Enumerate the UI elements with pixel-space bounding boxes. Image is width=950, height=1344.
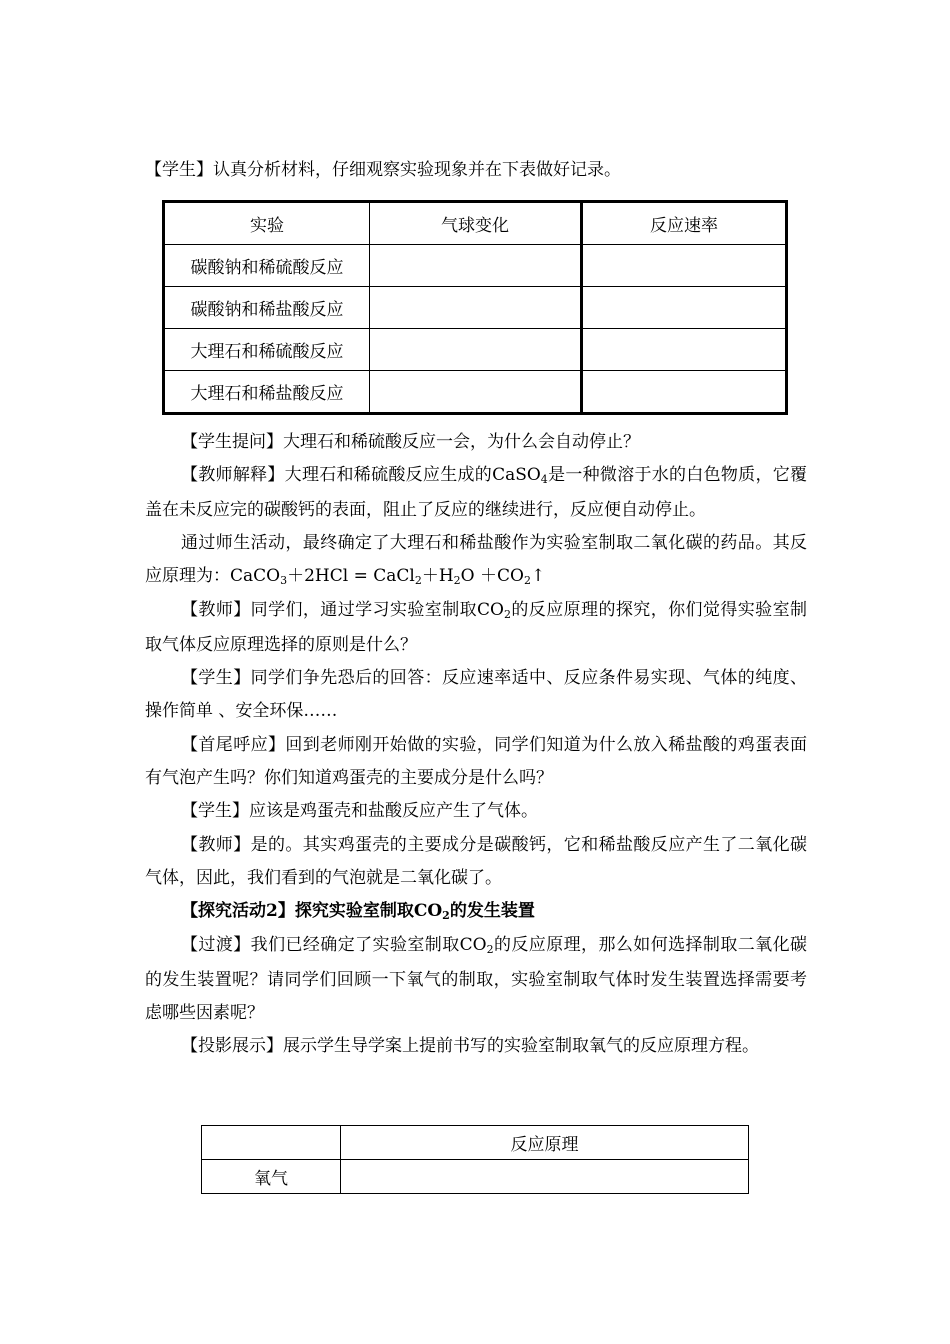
- subscript: 2: [453, 574, 461, 588]
- oxygen-principle-table: [201, 1125, 749, 1194]
- empty-cell: [582, 329, 787, 371]
- text-span: 【过渡】我们已经确定了实验室制取: [181, 935, 460, 956]
- row-label: 碳酸钠和稀盐酸反应: [164, 287, 370, 329]
- paragraph-teacher-confirm: 【教师】是的。其实鸡蛋壳的主要成分是碳酸钙，它和稀盐酸反应产生了二氧化碳气体，因此，我们看到的气泡就是二氧化碳了。: [145, 834, 807, 888]
- table-header-row: [202, 1126, 749, 1160]
- subscript: 3: [280, 574, 288, 588]
- header-reaction-rate: 反应速率: [582, 202, 787, 245]
- empty-cell: [341, 1160, 749, 1194]
- text-span: 通过师生活动，最终确定了大理石和稀盐酸作为实验室制取二氧化碳的药品。其反应原理为：: [145, 532, 807, 587]
- record-table: [162, 200, 788, 415]
- row-label: 大理石和稀盐酸反应: [164, 371, 370, 414]
- subscript: 2: [503, 608, 511, 622]
- text-span: 是一种微溶于水的白色物质，它覆盖在未反应完的碳酸钙的表面，阻止了反应的继续进行，反应便自动停止。: [145, 465, 808, 520]
- section-heading: [145, 895, 807, 929]
- header-experiment: 实验: [164, 202, 370, 245]
- empty-cell: [582, 287, 787, 329]
- subscript: 2: [486, 943, 494, 957]
- empty-cell: [370, 287, 582, 329]
- eq-part: CaCO: [230, 566, 281, 587]
- text-span: 【教师解释】大理石和稀硫酸反应生成的: [181, 465, 493, 486]
- empty-header-cell: [202, 1126, 341, 1160]
- subscript: 2: [414, 574, 422, 588]
- header-balloon-change: 气球变化: [370, 202, 582, 245]
- up-arrow-icon: ↑: [530, 566, 546, 587]
- empty-cell: [370, 245, 582, 287]
- empty-cell: [370, 329, 582, 371]
- paragraph-student-reply: 【学生】应该是鸡蛋壳和盐酸反应产生了气体。: [181, 801, 538, 822]
- empty-cell: [582, 245, 787, 287]
- paragraph-reaction-principle: [145, 527, 807, 595]
- formula-co2: CO: [477, 600, 504, 621]
- text-span: 【探究活动2】探究实验室制取: [181, 901, 414, 922]
- subscript: 2: [442, 909, 450, 923]
- paragraph-student-question: 【学生提问】大理石和稀硫酸反应一会，为什么会自动停止？: [181, 432, 640, 452]
- subscript: 4: [540, 473, 548, 487]
- table-row: [164, 371, 787, 414]
- empty-cell: [582, 371, 787, 414]
- table-row: [164, 329, 787, 371]
- row-label-oxygen: 氧气: [202, 1160, 341, 1194]
- paragraph-callback: 【首尾呼应】回到老师刚开始做的实验，同学们知道为什么放入稀盐酸的鸡蛋表面有气泡产生吗？你们知道鸡蛋壳的主要成分是什么吗？: [145, 734, 807, 788]
- row-label: 大理石和稀硫酸反应: [164, 329, 370, 371]
- paragraph-teacher-question: [145, 594, 807, 662]
- row-label: 碳酸钠和稀硫酸反应: [164, 245, 370, 287]
- formula-co2: CO: [459, 935, 487, 956]
- paragraph-projection: 【投影展示】展示学生导学案上提前书写的实验室制取氧气的反应原理方程。: [181, 1036, 759, 1057]
- formula-co2: CO: [413, 901, 443, 922]
- intro-text: 【学生】认真分析材料，仔细观察实验现象并在下表做好记录。: [145, 160, 621, 180]
- text-span: 的反应原理的探究，你们觉得实验室制取气体反应原理选择的原则是什么？: [145, 600, 808, 655]
- empty-cell: [370, 371, 582, 414]
- table-header-row: [164, 202, 787, 245]
- paragraph-transition: [145, 929, 807, 1030]
- text-span: 的反应原理，那么如何选择制取二氧化碳的发生装置呢？请同学们回顾一下氧气的制取，实验室制取气体时发生装置选择需要考虑哪些因素呢？: [145, 935, 807, 1024]
- table-row: [164, 245, 787, 287]
- body-text: [145, 426, 807, 1064]
- eq-part: ＋2HCl = CaCl: [287, 566, 415, 587]
- subscript: 2: [523, 574, 531, 588]
- header-reaction-principle: 反应原理: [341, 1126, 749, 1160]
- eq-part: O ＋CO: [460, 566, 524, 587]
- text-span: 的发生装置: [449, 901, 535, 922]
- table-row: [202, 1160, 749, 1194]
- chemical-equation: [230, 566, 545, 586]
- table-row: [164, 287, 787, 329]
- paragraph-student-answer: 【学生】同学们争先恐后的回答：反应速率适中、反应条件易实现、气体的纯度、操作简单 、安全环保……: [145, 668, 807, 722]
- eq-part: ＋H: [421, 566, 454, 587]
- text-span: 【教师】同学们，通过学习实验室制取: [181, 600, 478, 621]
- formula-caso4: CaSO: [492, 465, 541, 486]
- paragraph-teacher-explanation: [145, 459, 807, 527]
